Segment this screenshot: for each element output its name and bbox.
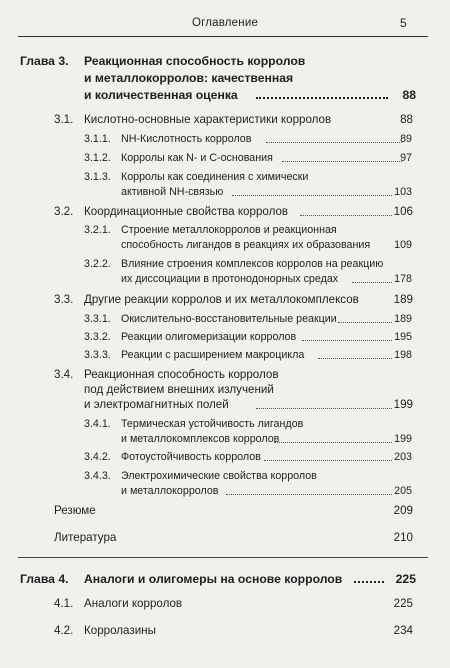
toc-section-3-4-cont <box>0 382 450 398</box>
toc-subsection-3-1-3-cont <box>0 184 450 200</box>
subsection-title-line: и металлокомплексов корролов <box>121 433 280 445</box>
dot-leader <box>232 195 392 196</box>
page-ref: 205 <box>394 485 412 497</box>
chapter-title: Аналоги и олигомеры на основе корролов <box>84 572 343 586</box>
subsection-number: 3.3.1. <box>84 313 111 325</box>
chapter-label: Глава 4. <box>20 572 69 586</box>
subsection-title: Окислительно-восстановительные реакции <box>121 313 337 325</box>
subsection-number: 3.4.3. <box>84 470 111 482</box>
section-number: 3.2. <box>54 205 74 218</box>
toc-subsection-3-4-1[interactable] <box>0 416 450 432</box>
page-ref: 88 <box>402 88 416 102</box>
subsection-title: Реакции олигомеризации корролов <box>121 331 297 343</box>
toc-resume[interactable] <box>0 503 450 519</box>
page-ref: 225 <box>395 572 416 586</box>
page-ref: 106 <box>393 205 413 218</box>
page-ref: 189 <box>393 293 413 306</box>
page-ref: 210 <box>393 531 413 544</box>
toc-subsection-3-3-2[interactable] <box>0 329 450 345</box>
section-number: 3.1. <box>54 113 74 126</box>
entry-title: Резюме <box>54 504 96 517</box>
page-ref: 97 <box>400 152 412 164</box>
subsection-title-line: активной NH-связью <box>121 186 224 198</box>
subsection-title: Реакции с расширением макроцикла <box>121 349 305 361</box>
section-title: Координационные свойства корролов <box>84 205 289 218</box>
toc-subsection-3-3-1[interactable] <box>0 311 450 327</box>
page-ref: 178 <box>394 273 412 285</box>
chapter-title-line: и металлокорролов: качественная <box>84 71 294 85</box>
toc-subsection-3-4-3-cont <box>0 483 450 499</box>
toc-subsection-3-1-2[interactable] <box>0 150 450 166</box>
page-ref: 209 <box>393 504 413 517</box>
toc-literature[interactable] <box>0 530 450 546</box>
section-number: 4.1. <box>54 597 74 610</box>
toc-subsection-3-2-1-cont <box>0 237 450 253</box>
subsection-title-line: и металлокорролов <box>121 485 219 497</box>
subsection-title-line: Строение металлокорролов и реакционная <box>121 224 337 236</box>
toc-chapter-3[interactable] <box>0 53 450 69</box>
toc-subsection-3-2-2-cont <box>0 271 450 287</box>
page-number: 5 <box>400 16 407 30</box>
page-ref: 109 <box>394 239 412 251</box>
subsection-number: 3.2.2. <box>84 258 111 270</box>
page-ref: 89 <box>400 133 412 145</box>
subsection-number: 3.4.1. <box>84 418 111 430</box>
page-ref: 199 <box>394 433 412 445</box>
subsection-number: 3.1.3. <box>84 171 111 183</box>
dot-leader <box>226 494 392 495</box>
subsection-title-line: Влияние строения комплексов корролов на реакцию <box>121 258 384 270</box>
toc-section-3-3[interactable] <box>0 292 450 308</box>
toc-section-4-1[interactable] <box>0 596 450 612</box>
chapter-title-line: и количественная оценка <box>84 88 238 102</box>
section-divider <box>18 557 428 558</box>
page-ref: 189 <box>394 313 412 325</box>
subsection-number: 3.1.1. <box>84 133 111 145</box>
section-title-line: Реакционная способность корролов <box>84 368 279 381</box>
subsection-number: 3.1.2. <box>84 152 111 164</box>
page-ref: 203 <box>394 451 412 463</box>
page-ref: 88 <box>400 113 413 126</box>
section-number: 3.3. <box>54 293 74 306</box>
subsection-number: 3.4.2. <box>84 451 111 463</box>
toc-section-3-4-cont <box>0 397 450 413</box>
chapter-label: Глава 3. <box>20 54 69 68</box>
running-header-title: Оглавление <box>191 17 259 29</box>
subsection-number: 3.3.3. <box>84 349 111 361</box>
page-ref: 103 <box>394 186 412 198</box>
toc-subsection-3-4-3[interactable] <box>0 468 450 484</box>
dot-leader <box>256 408 392 409</box>
header-rule <box>18 36 428 37</box>
page-ref: 199 <box>393 398 413 411</box>
page-ref: 198 <box>394 349 412 361</box>
toc-section-3-4[interactable] <box>0 367 450 383</box>
toc-section-3-2[interactable] <box>0 204 450 220</box>
section-title: Кислотно-основные характеристики корролов <box>84 113 332 126</box>
section-number: 3.4. <box>54 368 74 381</box>
subsection-title: Корролы как N- и С-основания <box>121 152 273 164</box>
toc-subsection-3-1-3[interactable] <box>0 169 450 185</box>
toc-chapter-3-cont <box>0 87 450 103</box>
section-number: 4.2. <box>54 624 74 637</box>
section-title: Другие реакции корролов и их металлокомплексов <box>84 293 359 306</box>
subsection-title: Фотоустойчивость корролов <box>121 451 261 463</box>
subsection-number: 3.2.1. <box>84 224 111 236</box>
subsection-title-line: Термическая устойчивость лигандов <box>121 418 304 430</box>
toc-chapter-4[interactable] <box>0 571 450 587</box>
section-title-line: под действием внешних излучений <box>84 383 274 396</box>
toc-subsection-3-2-1[interactable] <box>0 222 450 238</box>
chapter-title-line: Реакционная способность корролов <box>84 54 306 68</box>
toc-subsection-3-4-1-cont <box>0 431 450 447</box>
toc-section-4-2[interactable] <box>0 623 450 639</box>
toc-subsection-3-2-2[interactable] <box>0 256 450 272</box>
subsection-title-line: Корролы как соединения с химически <box>121 171 309 183</box>
toc-section-3-1[interactable] <box>0 112 450 128</box>
toc-chapter-3-cont <box>0 70 450 86</box>
subsection-title: NH-Кислотность корролов <box>121 133 252 145</box>
page-ref: 225 <box>393 597 413 610</box>
page-ref: 234 <box>393 624 413 637</box>
subsection-title-line: их диссоциации в протонодонорных средах <box>121 273 339 285</box>
section-title-line: и электромагнитных полей <box>84 398 229 411</box>
toc-subsection-3-4-2[interactable] <box>0 449 450 465</box>
section-title: Аналоги корролов <box>84 597 183 610</box>
subsection-number: 3.3.2. <box>84 331 111 343</box>
entry-title: Литература <box>54 531 117 544</box>
subsection-title-line: Электрохимические свойства корролов <box>121 470 317 482</box>
toc-subsection-3-3-3[interactable] <box>0 347 450 363</box>
toc-subsection-3-1-1[interactable] <box>0 131 450 147</box>
page-ref: 195 <box>394 331 412 343</box>
section-title: Корролазины <box>84 624 156 637</box>
dot-leader <box>256 97 388 99</box>
subsection-title-line: способность лигандов в реакциях их образования <box>121 239 371 251</box>
